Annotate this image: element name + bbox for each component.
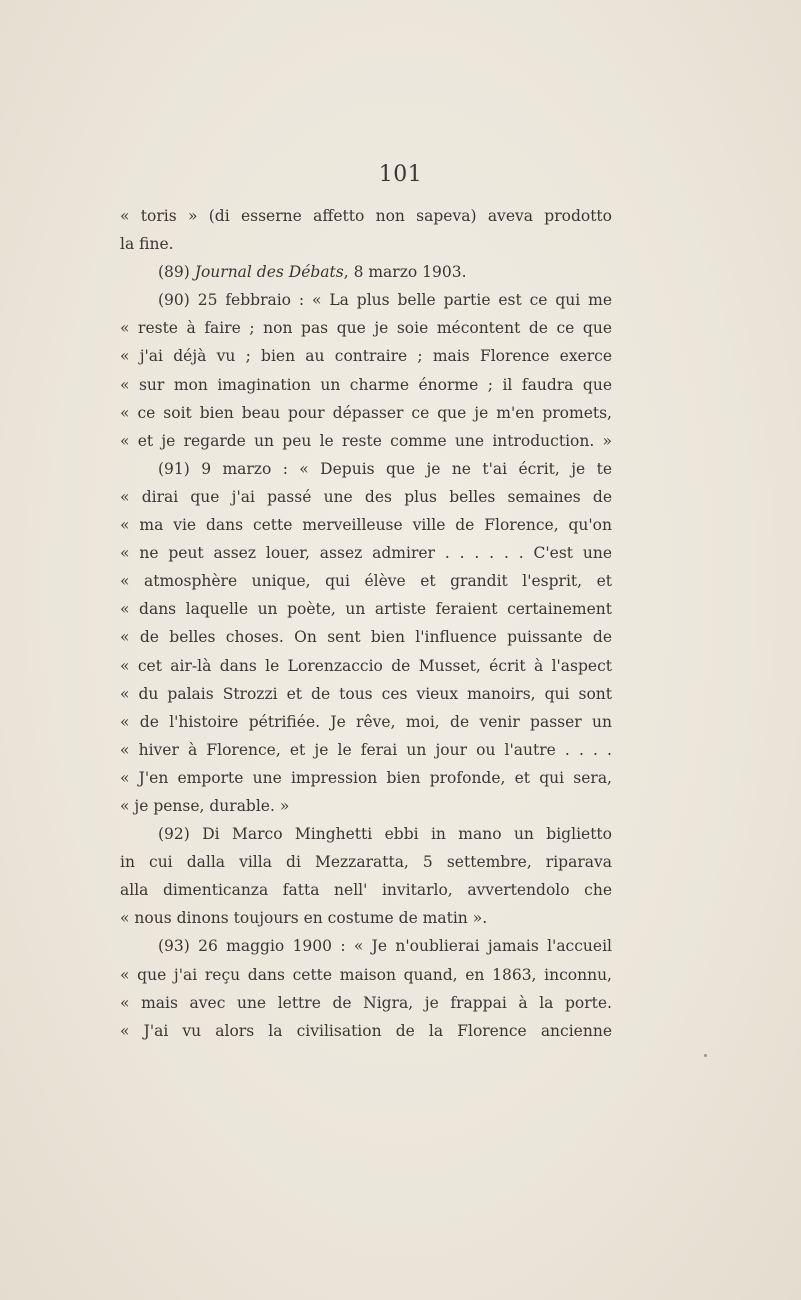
text-line: « ce soit bien beau pour dépasser ce que je m'en promets,: [120, 403, 612, 422]
text-line: « hiver à Florence, et je le ferai un jour ou l'autre . . . .: [120, 740, 612, 759]
text-line: « que j'ai reçu dans cette maison quand, en 1863, inconnu,: [120, 965, 612, 984]
text-line: la fine.: [120, 235, 174, 254]
text-line: « sur mon imagination un charme énorme ; il faudra que: [120, 375, 612, 394]
text-line: « mais avec une lettre de Nigra, je frappai à la porte.: [120, 993, 612, 1012]
page-number: 101: [378, 162, 423, 187]
text-line: « de l'histoire pétrifiée. Je rêve, moi, de venir passer un: [120, 712, 612, 731]
text-line: in cui dalla villa di Mezzaratta, 5 settembre, riparava: [120, 853, 612, 872]
paper-speck: [704, 1054, 707, 1057]
text-line: (90) 25 febbraio : « La plus belle partie est ce qui me: [158, 291, 612, 310]
text-line: « cet air-là dans le Lorenzaccio de Musset, écrit à l'aspect: [120, 656, 612, 675]
line-suffix: , 8 marzo 1903.: [343, 263, 467, 282]
text-line: « dans laquelle un poète, un artiste feraient certainement: [120, 600, 612, 619]
text-line: (91) 9 marzo : « Depuis que je ne t'ai écrit, je te: [158, 459, 612, 478]
text-line: « de belles choses. On sent bien l'influence puissante de: [120, 628, 612, 647]
journal-title: Journal des Débats: [194, 263, 344, 282]
text-line: « je pense, durable. »: [120, 796, 290, 815]
text-line: « j'ai déjà vu ; bien au contraire ; mais Florence exerce: [120, 347, 612, 366]
text-line: « reste à faire ; non pas que je soie mécontent de ce que: [120, 319, 612, 338]
text-line: alla dimenticanza fatta nell' invitarlo, avvertendolo che: [120, 881, 612, 900]
text-line: « et je regarde un peu le reste comme une introduction. »: [120, 431, 612, 450]
text-line: « du palais Strozzi et de tous ces vieux manoirs, qui sont: [120, 684, 612, 703]
text-line: « J'ai vu alors la civilisation de la Florence ancienne: [120, 1021, 612, 1040]
text-line: « ma vie dans cette merveilleuse ville de Florence, qu'on: [120, 516, 612, 535]
text-line: « nous dinons toujours en costume de matin ».: [120, 909, 488, 928]
text-line: « toris » (di esserne affetto non sapeva) aveva prodotto: [120, 207, 612, 225]
text-line: (93) 26 maggio 1900 : « Je n'oublierai jamais l'accueil: [158, 937, 612, 956]
text-line: « dirai que j'ai passé une des plus belles semaines de: [120, 487, 612, 506]
text-line: « ne peut assez louer, assez admirer . . . . . . C'est une: [120, 544, 612, 563]
text-line: « J'en emporte une impression bien profonde, et qui sera,: [120, 768, 612, 787]
text-line: [120, 258, 612, 286]
text-line: (92) Di Marco Minghetti ebbi in mano un biglietto: [158, 825, 612, 844]
text-line: « atmosphère unique, qui élève et grandit l'esprit, et: [120, 572, 612, 591]
page-text: [120, 202, 612, 1045]
line-prefix: (89): [158, 263, 195, 282]
